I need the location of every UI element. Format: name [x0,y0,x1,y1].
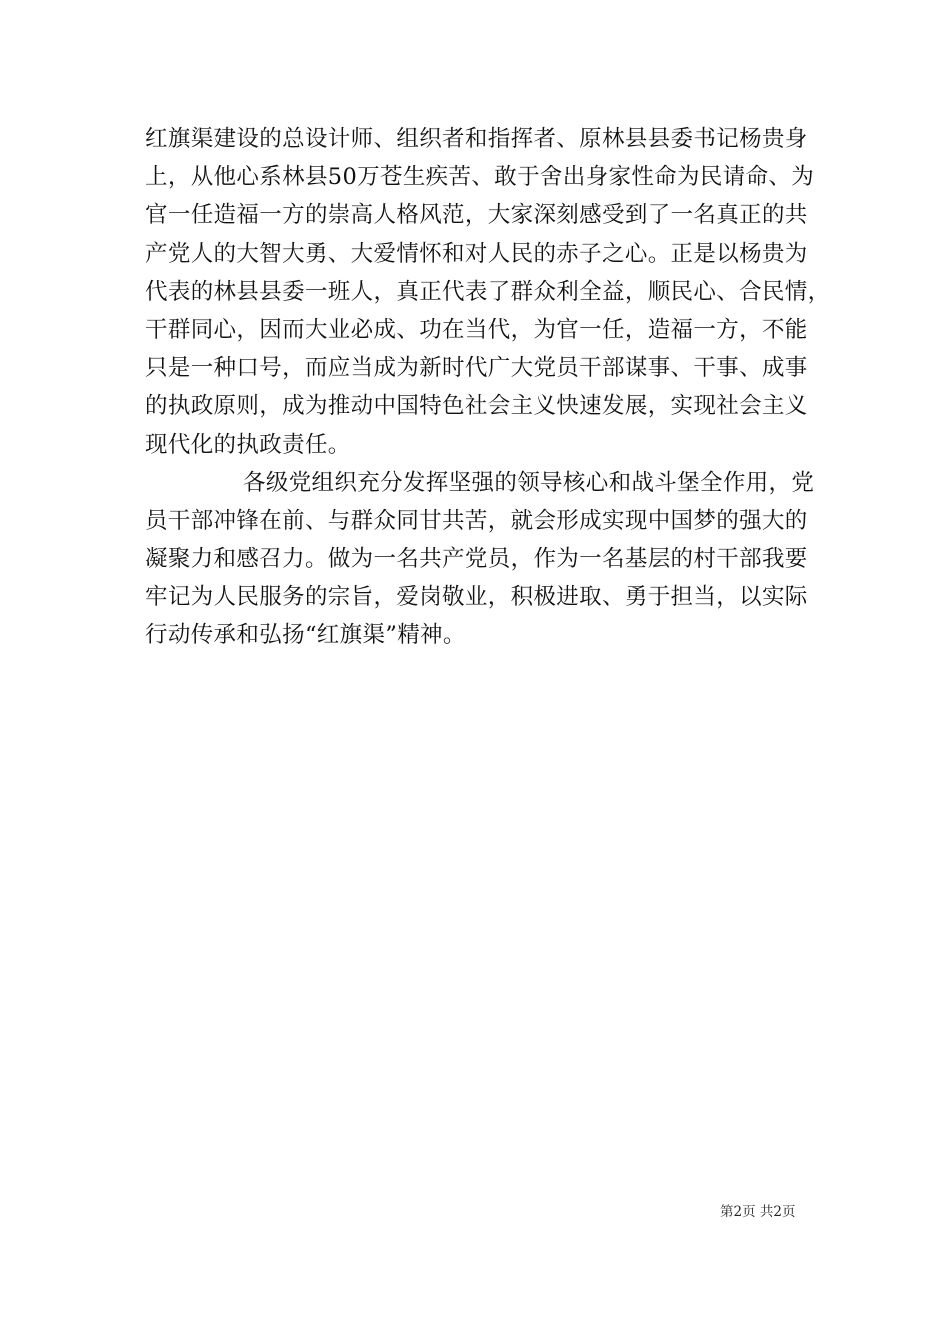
paragraph-2 [145,464,815,655]
text-line: 官一任造福一方的崇高人格风范，大家深刻感受到了一名真正的共 [145,202,808,229]
text-line: 红旗渠建设的总设计师、组织者和指挥者、原林县县委书记杨贵身 [145,126,808,152]
text-line: 产党人的大智大勇、大爱情怀和对人民的赤子之心。正是以杨贵为 [145,240,808,267]
body-text [145,120,831,655]
text-line: 牢记为人民服务的宗旨，爱岗敬业，积极进取、勇于担当，以实际 [145,584,808,611]
text-line: 行动传承和弘扬“红旗渠”精神。 [145,622,466,649]
text-line: 凝聚力和感召力。做为一名共产党员，作为一名基层的村干部我要 [145,546,808,573]
page-number-footer: 第2页 共2页 [720,1204,796,1220]
paragraph-1 [145,120,831,464]
text-line: 上，从他心系林县50万苍生疾苦、敢于舍出身家性命为民请命、为 [145,164,815,191]
text-line: 员干部冲锋在前、与群众同甘共苦，就会形成实现中国梦的强大的 [145,507,808,534]
text-line: 只是一种口号，而应当成为新时代广大党员干部谋事、干事、成事 [145,355,808,382]
text-line: 现代化的执政责任。 [145,431,351,458]
text-line: 的执政原则，成为推动中国特色社会主义快速发展，实现社会主义 [145,393,808,420]
text-line: 代表的林县县委一班人，真正代表了群众利全益，顺民心、合民情， [145,278,831,305]
text-line: 各级党组织充分发挥坚强的领导核心和战斗堡全作用，党 [243,469,815,496]
text-line: 干群同心，因而大业必成、功在当代，为官一任，造福一方，不能 [145,316,808,343]
